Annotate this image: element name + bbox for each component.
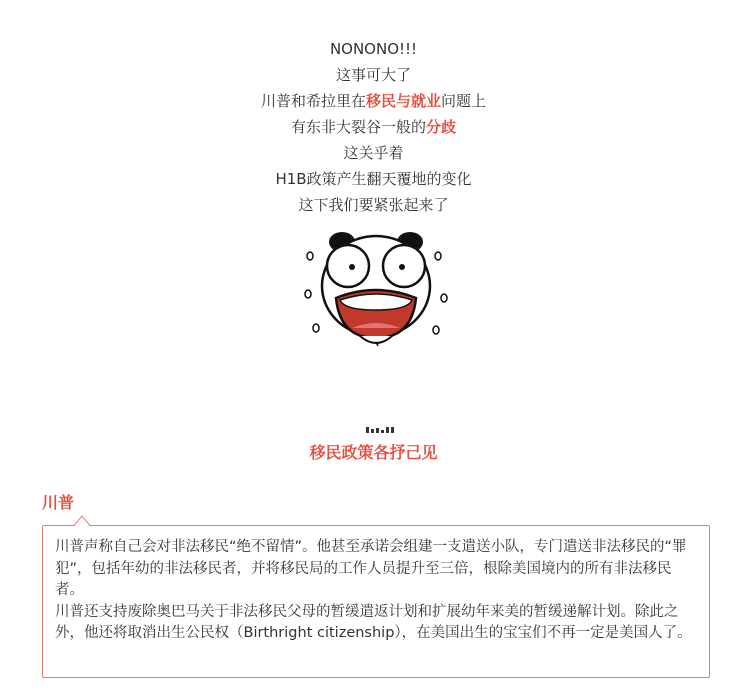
intro-line-3	[0, 88, 747, 114]
signal-bar	[391, 427, 394, 433]
policy-paragraph-1: 川普声称自己会对非法移民“绝不留情”。他甚至承诺会组建一支遣送小队，专门遣送非法移民的“罪犯”，包括年幼的非法移民者，并将移民局的工作人员提升至三倍，根除美国境内的所有非法移民者。	[55, 539, 687, 598]
signal-bar	[381, 430, 384, 433]
candidate-policy-box	[42, 525, 710, 678]
signal-bar	[376, 428, 379, 433]
intro-line-4-before: 有东非大裂谷一般的	[290, 118, 426, 136]
intro-text	[0, 36, 747, 218]
intro-line-2: 这事可大了	[335, 66, 411, 84]
intro-line-6: H1B政策产生翻天覆地的变化	[275, 170, 472, 188]
signal-bar	[366, 427, 369, 433]
intro-line-4-highlight: 分歧	[426, 118, 457, 136]
intro-line-1: NONONO!!!	[329, 40, 418, 58]
intro-line-5: 这关乎着	[343, 144, 404, 162]
intro-line-3-after: 问题上	[441, 92, 487, 110]
signal-bars-icon	[366, 427, 394, 433]
section-title: 移民政策各抒己见	[309, 443, 438, 462]
scared-panda-icon	[300, 226, 450, 356]
intro-line-4	[0, 114, 747, 140]
intro-line-7: 这下我们要紧张起来了	[298, 196, 449, 214]
intro-line-3-highlight: 移民与就业	[365, 92, 441, 110]
intro-line-3-before: 川普和希拉里在	[260, 92, 366, 110]
signal-bar	[386, 427, 389, 433]
signal-bar	[371, 429, 374, 433]
candidate-name: 川普	[42, 493, 75, 512]
policy-paragraph-2: 川普还支持废除奥巴马关于非法移民父母的暂缓遣返计划和扩展幼年来美的暂缓递解计划。除此之外，他还将取消出生公民权（Birthright citizenship），在美国出生的宝宝们不再一定是美国人了。	[55, 603, 692, 641]
